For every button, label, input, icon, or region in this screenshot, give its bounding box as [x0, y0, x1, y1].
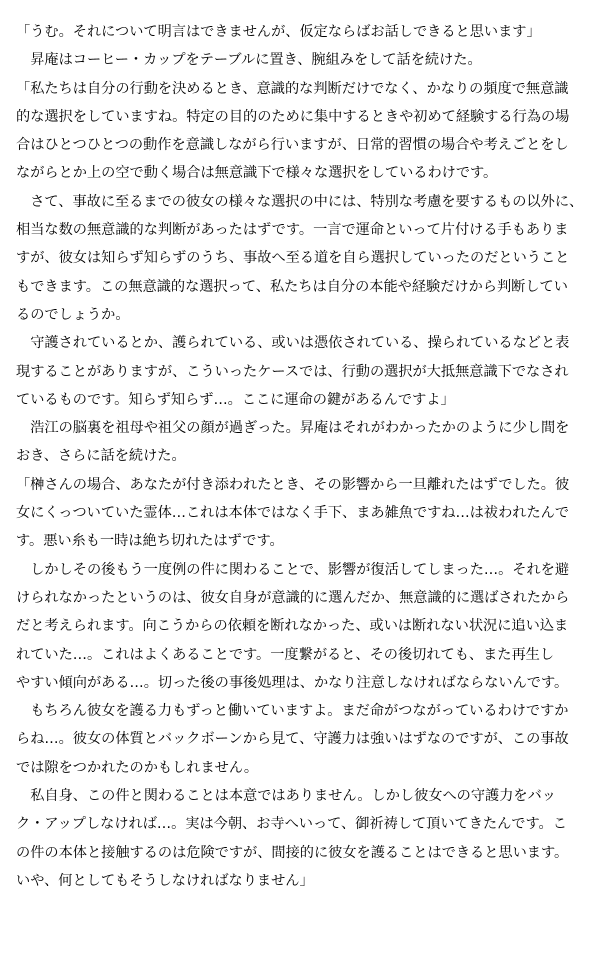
paragraph — [16, 471, 597, 556]
text-line: もちろん彼女を護る力もずっと働いていますよ。まだ命がつながっているわけですか — [16, 703, 569, 720]
paragraph — [16, 782, 597, 895]
text-line: す。悪い糸も一時は絶ち切れたはずです。 — [16, 533, 284, 550]
text-line: いや、何としてもそうしなければなりません」 — [16, 872, 314, 889]
ruby-base: 繋 — [298, 646, 313, 663]
text-line: ているものです。知らず知らず…。ここに運命の鍵があるんですよ」 — [16, 391, 455, 408]
text-line: らね…。彼女の体質とバックボーンから見て、守護力は強いはずなのですが、この事故 — [16, 731, 569, 748]
text-line: やすい傾向がある…。切った後の事後処理は、かなり注意しなければならないんです。 — [16, 674, 569, 691]
text-line: ク・アップしなければ…。実は今朝、お寺へいって、御祈祷して頂いてきたんです。こ — [16, 816, 567, 833]
text-line: さて、事故に至るまでの彼女の様々な選択の中には、特別な考慮を要するもの以外に、 — [16, 193, 584, 210]
text-line: しかしその後もう一度例の件に関わることで、影響が復活してしまった…。それを避 — [16, 561, 570, 578]
text-line: だと考えられます。向こうからの依頼を断れなかった、或いは断れない状況に追い込ま — [16, 618, 569, 635]
text-line: けられなかったというのは、彼女自身が意識的に選んだか、無意識的に選ばされたから — [16, 589, 570, 606]
paragraph — [16, 329, 597, 414]
text-line: 現することがありますが、こういったケースでは、行動の選択が大抵無意識下でなされ — [16, 363, 569, 380]
text-line: の件の本体と接触するのは危険ですが、間接的に彼女を護ることはできると思います。 — [16, 844, 569, 861]
text-line-with-ruby — [16, 641, 597, 669]
paragraph — [16, 46, 597, 74]
text-line: 女にくっついていた霊体…これは本体ではなく手下、まあ雑魚ですね…は祓われたんで — [16, 505, 570, 522]
text-line: 守護されているとか、護られている、或いは憑依されている、操られているなどと表 — [16, 335, 570, 352]
text-fragment: れていた…。これはよくあることです。一度 — [16, 646, 299, 663]
text-line: るのでしょうか。 — [16, 306, 130, 323]
paragraph — [16, 18, 597, 46]
text-line: 「榊さんの場合、あなたが付き添われたとき、その影響から一旦離れたはずでした。彼 — [16, 476, 570, 493]
paragraph — [16, 75, 597, 188]
text-line: では隙をつかれたのかもしれません。 — [16, 759, 259, 776]
paragraph — [16, 556, 597, 697]
ruby-word — [299, 641, 313, 669]
text-line: もできます。この無意識的な選択って、私たちは自分の本能や経験だけから判断してい — [16, 278, 568, 295]
text-line: おき、さらに話を続けた。 — [16, 448, 186, 465]
text-line: 「うむ。それについて明言はできませんが、仮定ならばお話しできると思います」 — [16, 24, 541, 40]
text-line: ながらとか上の空で動く場合は無意識下で様々な選択をしているわけです。 — [16, 165, 498, 182]
text-line: 「私たちは自分の行動を決めるとき、意識的な判断だけでなく、かなりの頻度で無意識 — [16, 80, 569, 97]
paragraph — [16, 188, 597, 329]
paragraph — [16, 414, 597, 471]
text-line: 相当な数の無意識的な判断があったはずです。一言で運命といって片付ける手もありま — [16, 222, 569, 239]
text-line: 合はひとつひとつの動作を意識しながら行いますが、日常的習慣の場合や考えごとをし — [16, 137, 569, 154]
text-line: 私自身、この件と関わることは本意ではありません。しかし彼女への守護力をバッ — [16, 788, 556, 805]
text-fragment: がると、その後切れても、また再生し — [312, 646, 555, 663]
text-line: 昇庵はコーヒー・カップをテーブルに置き、腕組みをして話を続けた。 — [16, 52, 482, 69]
text-line: 的な選択をしていますね。特定の目的のために集中するときや初めて経験する行為の場 — [16, 108, 570, 125]
text-line: 浩江の脳裏を祖母や祖父の顔が過ぎった。昇庵はそれがわかったかのように少し間を — [16, 420, 570, 437]
text-line: すが、彼女は知らず知らずのうち、事故へ至る道を自ら選択していったのだということ — [16, 250, 570, 267]
paragraph — [16, 697, 597, 782]
